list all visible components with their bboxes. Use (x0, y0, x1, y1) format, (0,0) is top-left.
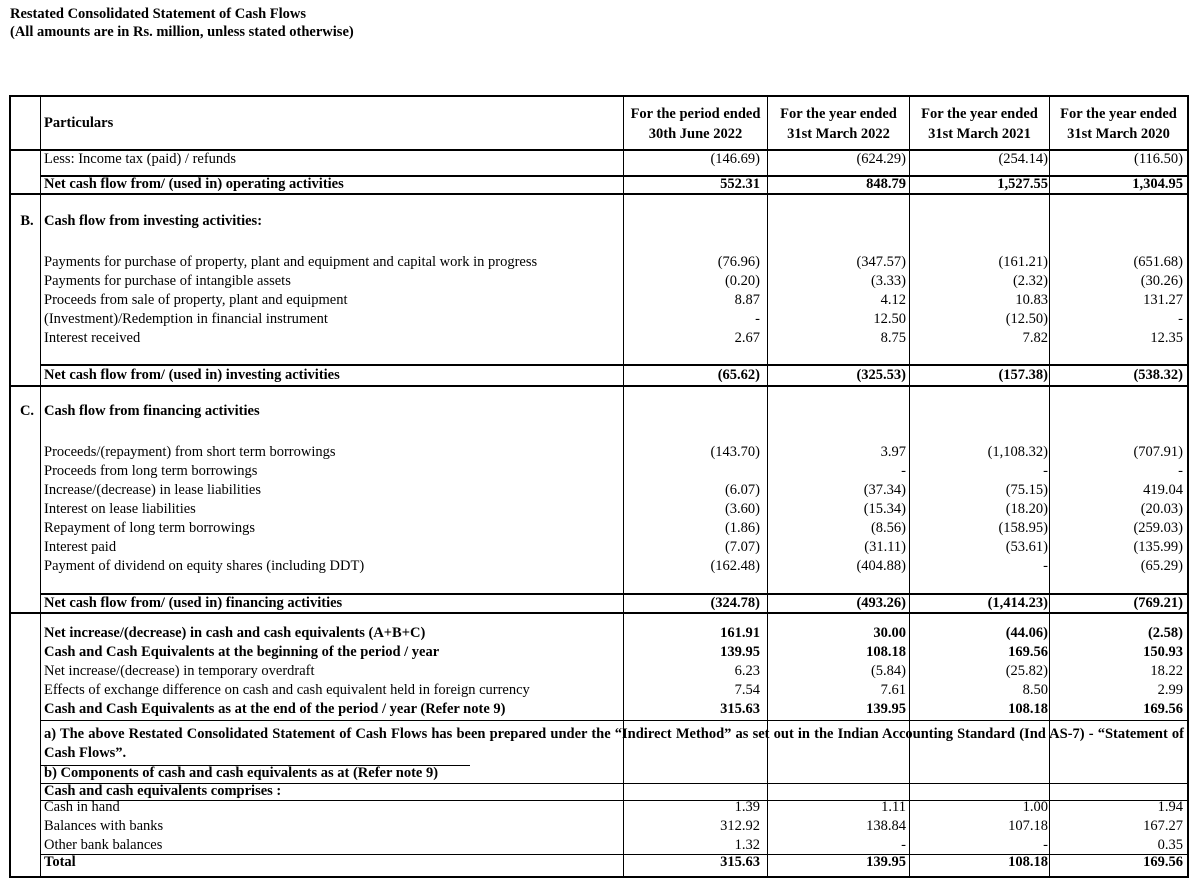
row-label: Payment of dividend on equity shares (including DDT) (44, 558, 365, 574)
row-value-c3: (1,414.23) (987, 595, 1048, 611)
row-value-c3: 1,527.55 (997, 176, 1048, 192)
row-value-c4: (135.99) (1133, 539, 1183, 555)
row-label: Interest received (44, 330, 141, 346)
row-value-c3: 1.00 (1022, 799, 1048, 815)
row-value-c2: 138.84 (866, 818, 906, 834)
row-value-c1: - (755, 311, 760, 327)
row-value-c1: 312.92 (720, 818, 760, 834)
row-value-c4: 1,304.95 (1132, 176, 1183, 192)
row-value-c2: (37.34) (863, 482, 906, 498)
section-b-letter: B. (20, 213, 34, 229)
row-value-c1: (65.62) (717, 367, 760, 383)
row-label: Net increase/(decrease) in cash and cash equivalents (A+B+C) (44, 625, 426, 641)
row-value-c2: 139.95 (866, 701, 906, 717)
row-value-c2: (493.26) (856, 595, 906, 611)
row-label: Net cash flow from/ (used in) operating activities (44, 176, 344, 192)
row-value-c4: (651.68) (1133, 254, 1183, 270)
row-label: Total (44, 854, 76, 870)
row-value-c4: (259.03) (1133, 520, 1183, 536)
row-value-c2: (624.29) (856, 151, 906, 167)
row-value-c4: (65.29) (1140, 558, 1183, 574)
row-label: (Investment)/Redemption in financial instrument (44, 311, 328, 327)
row-value-c3: - (1043, 837, 1048, 853)
statement-title: Restated Consolidated Statement of Cash Flows (10, 6, 307, 22)
row-value-c3: (75.15) (1005, 482, 1048, 498)
row-value-c4: (769.21) (1133, 595, 1183, 611)
particulars-header: Particulars (44, 115, 114, 131)
row-label: Cash and Cash Equivalents at the beginning of the period / year (44, 644, 440, 660)
row-label: Interest on lease liabilities (44, 501, 196, 517)
row-label: Payments for purchase of property, plant and equipment and capital work in progress (44, 254, 538, 270)
row-value-c4: - (1178, 311, 1183, 327)
row-value-c4: - (1178, 463, 1183, 479)
column-header-jun-2022: For the period ended 30th June 2022 (630, 106, 761, 142)
row-value-c1: (76.96) (717, 254, 760, 270)
row-value-c2: 848.79 (866, 176, 906, 192)
row-value-c4: (538.32) (1133, 367, 1183, 383)
row-label: Proceeds from sale of property, plant and equipment (44, 292, 348, 308)
row-label: Net cash flow from/ (used in) financing activities (44, 595, 343, 611)
row-value-c2: 139.95 (866, 854, 906, 870)
row-value-c4: (707.91) (1133, 444, 1183, 460)
row-value-c2: 30.00 (873, 625, 906, 641)
section-c-title: Cash flow from financing activities (44, 403, 260, 419)
row-value-c1: 315.63 (720, 701, 760, 717)
row-value-c4: (20.03) (1140, 501, 1183, 517)
row-value-c1: (324.78) (710, 595, 760, 611)
row-value-c2: (404.88) (856, 558, 906, 574)
row-value-c1: (143.70) (710, 444, 760, 460)
note-indirect-method: a) The above Restated Consolidated Statement of Cash Flows has been prepared under the “Indirect Method” as set out in the Indian Accounting Standard (Ind AS-7) - “Statement of Cash Flows”. (44, 726, 1184, 761)
row-value-c4: 169.56 (1143, 854, 1183, 870)
row-label: Less: Income tax (paid) / refunds (44, 151, 237, 167)
row-value-c4: 167.27 (1143, 818, 1183, 834)
row-value-c3: (1,108.32) (987, 444, 1048, 460)
row-label: Cash and Cash Equivalents as at the end of the period / year (Refer note 9) (44, 701, 506, 717)
section-c-letter: C. (19, 403, 35, 419)
row-value-c1: 7.54 (734, 682, 760, 698)
row-value-c3: 108.18 (1008, 854, 1048, 870)
section-b-title: Cash flow from investing activities: (44, 213, 263, 229)
row-value-c4: 12.35 (1150, 330, 1183, 346)
row-value-c2: (31.11) (864, 539, 906, 555)
row-label: Balances with banks (44, 818, 164, 834)
row-value-c2: (347.57) (856, 254, 906, 270)
row-value-c2: 7.61 (880, 682, 906, 698)
row-value-c1: (146.69) (710, 151, 760, 167)
row-value-c4: (116.50) (1134, 151, 1183, 167)
row-value-c4: 169.56 (1143, 701, 1183, 717)
row-value-c4: (30.26) (1140, 273, 1183, 289)
row-value-c3: (53.61) (1005, 539, 1048, 555)
row-value-c3: 8.50 (1022, 682, 1048, 698)
row-label: Other bank balances (44, 837, 163, 853)
row-value-c4: 150.93 (1143, 644, 1183, 660)
row-value-c3: - (1043, 558, 1048, 574)
row-label: Payments for purchase of intangible assets (44, 273, 291, 289)
row-value-c1: 552.31 (720, 176, 760, 192)
row-value-c1: (7.07) (724, 539, 760, 555)
row-value-c1: (162.48) (710, 558, 760, 574)
row-value-c2: - (901, 463, 906, 479)
row-value-c1: 1.32 (734, 837, 760, 853)
row-value-c4: 419.04 (1143, 482, 1183, 498)
row-value-c2: 3.97 (880, 444, 906, 460)
row-value-c4: 18.22 (1150, 663, 1183, 679)
column-header-mar-2022: For the year ended 31st March 2022 (780, 106, 897, 142)
row-value-c4: 1.94 (1157, 799, 1183, 815)
row-value-c1: (3.60) (724, 501, 760, 517)
row-label: Proceeds from long term borrowings (44, 463, 258, 479)
row-value-c3: (18.20) (1005, 501, 1048, 517)
row-label: Proceeds/(repayment) from short term borrowings (44, 444, 336, 460)
row-label: Effects of exchange difference on cash and cash equivalent held in foreign currency (44, 682, 530, 698)
row-value-c2: 4.12 (880, 292, 906, 308)
row-label: Net increase/(decrease) in temporary overdraft (44, 663, 315, 679)
row-value-c1: 161.91 (720, 625, 760, 641)
components-heading: Cash and cash equivalents comprises : (44, 783, 282, 799)
row-value-c4: 131.27 (1143, 292, 1183, 308)
row-value-c2: 8.75 (880, 330, 906, 346)
row-value-c3: 108.18 (1008, 701, 1048, 717)
row-value-c1: (0.20) (724, 273, 760, 289)
row-value-c2: 12.50 (873, 311, 906, 327)
row-value-c1: 8.87 (734, 292, 760, 308)
row-label: Increase/(decrease) in lease liabilities (44, 482, 261, 498)
row-value-c3: (25.82) (1005, 663, 1048, 679)
row-value-c1: 1.39 (734, 799, 760, 815)
row-value-c4: (2.58) (1147, 625, 1183, 641)
row-value-c3: 169.56 (1008, 644, 1048, 660)
row-value-c3: (2.32) (1012, 273, 1048, 289)
column-header-mar-2020: For the year ended 31st March 2020 (1060, 106, 1177, 142)
row-value-c2: 108.18 (866, 644, 906, 660)
row-value-c1: 2.67 (734, 330, 760, 346)
row-value-c3: - (1043, 463, 1048, 479)
row-value-c2: (325.53) (856, 367, 906, 383)
row-value-c3: 7.82 (1022, 330, 1048, 346)
row-value-c3: (158.95) (998, 520, 1048, 536)
row-value-c2: - (901, 837, 906, 853)
row-value-c2: 1.11 (881, 799, 906, 815)
row-value-c3: (44.06) (1005, 625, 1048, 641)
statement-subtitle: (All amounts are in Rs. million, unless stated otherwise) (10, 24, 354, 40)
row-value-c2: (8.56) (870, 520, 906, 536)
row-label: Interest paid (44, 539, 117, 555)
row-value-c3: 10.83 (1015, 292, 1048, 308)
row-label: Net cash flow from/ (used in) investing activities (44, 367, 340, 383)
row-value-c2: (3.33) (870, 273, 906, 289)
row-value-c1: 139.95 (720, 644, 760, 660)
row-value-c3: 107.18 (1008, 818, 1048, 834)
row-value-c4: 0.35 (1157, 837, 1183, 853)
row-value-c1: (6.07) (724, 482, 760, 498)
row-value-c3: (161.21) (998, 254, 1048, 270)
row-value-c3: (157.38) (998, 367, 1048, 383)
row-value-c1: 6.23 (734, 663, 760, 679)
row-label: Cash in hand (44, 799, 120, 815)
note-components: b) Components of cash and cash equivalents as at (Refer note 9) (44, 765, 439, 781)
row-value-c3: (254.14) (998, 151, 1048, 167)
row-value-c3: (12.50) (1005, 311, 1048, 327)
row-value-c1: 315.63 (720, 854, 760, 870)
row-value-c4: 2.99 (1157, 682, 1183, 698)
row-value-c2: (15.34) (863, 501, 906, 517)
row-label: Repayment of long term borrowings (44, 520, 256, 536)
row-value-c1: (1.86) (724, 520, 760, 536)
row-value-c2: (5.84) (870, 663, 906, 679)
column-header-mar-2021: For the year ended 31st March 2021 (921, 106, 1038, 142)
